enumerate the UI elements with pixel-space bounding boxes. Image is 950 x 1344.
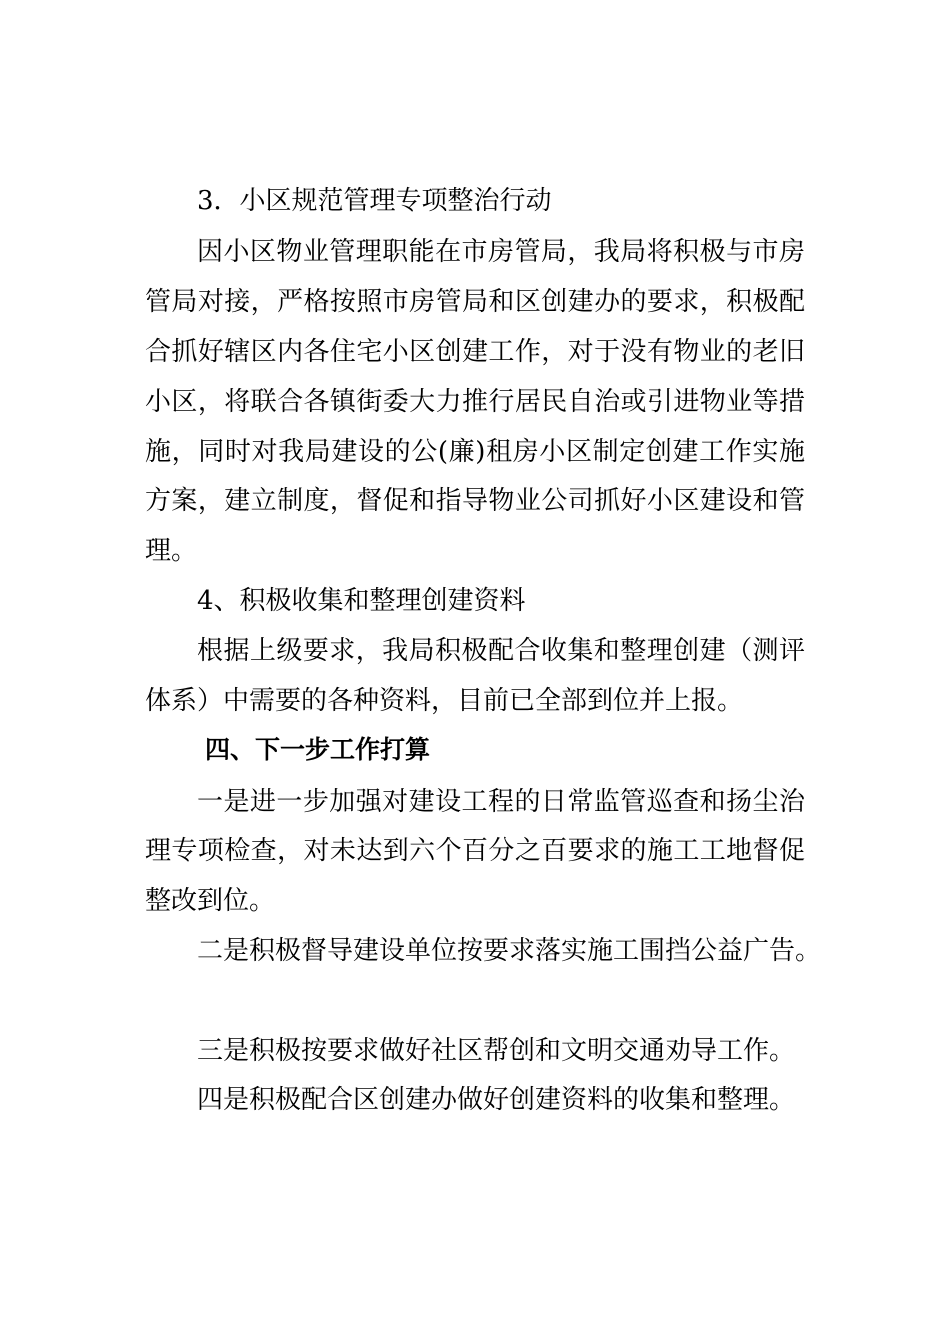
next-steps-heading: 四、下一步工作打算 bbox=[205, 735, 431, 764]
section-3-paragraph-line-7: 理。 bbox=[145, 536, 198, 566]
section-3-paragraph-line-4: 小区，将联合各镇街委大力推行居民自治或引进物业等措 bbox=[145, 387, 805, 417]
section-3-paragraph-line-6: 方案，建立制度，督促和指导物业公司抓好小区建设和管 bbox=[145, 486, 805, 516]
plan-item-1-line-1: 一是进一步加强对建设工程的日常监管巡查和扬尘治 bbox=[197, 787, 805, 817]
plan-item-4: 四是积极配合区创建办做好创建资料的收集和整理。 bbox=[197, 1085, 796, 1115]
plan-item-3: 三是积极按要求做好社区帮创和文明交通劝导工作。 bbox=[197, 1036, 796, 1066]
section-3-paragraph-line-2: 管局对接，严格按照市房管局和区创建办的要求，积极配 bbox=[145, 287, 805, 317]
section-3-paragraph-line-5: 施，同时对我局建设的公(廉)租房小区制定创建工作实施 bbox=[145, 437, 805, 467]
section-4-paragraph-line-1: 根据上级要求，我局积极配合收集和整理创建（测评 bbox=[197, 636, 805, 666]
section-4-title: 4、积极收集和整理创建资料 bbox=[197, 586, 526, 616]
plan-item-1-line-2: 理专项检查，对未达到六个百分之百要求的施工工地督促 bbox=[145, 836, 805, 866]
plan-item-1-line-3: 整改到位。 bbox=[145, 886, 276, 916]
section-3-paragraph-line-3: 合抓好辖区内各住宅小区创建工作，对于没有物业的老旧 bbox=[145, 337, 805, 367]
section-3-paragraph-line-1: 因小区物业管理职能在市房管局，我局将积极与市房 bbox=[197, 237, 805, 267]
section-3-title: 3．小区规范管理专项整治行动 bbox=[197, 186, 552, 216]
section-4-paragraph-line-2: 体系）中需要的各种资料，目前已全部到位并上报。 bbox=[145, 686, 744, 716]
plan-item-2: 二是积极督导建设单位按要求落实施工围挡公益广告。 bbox=[197, 936, 822, 966]
